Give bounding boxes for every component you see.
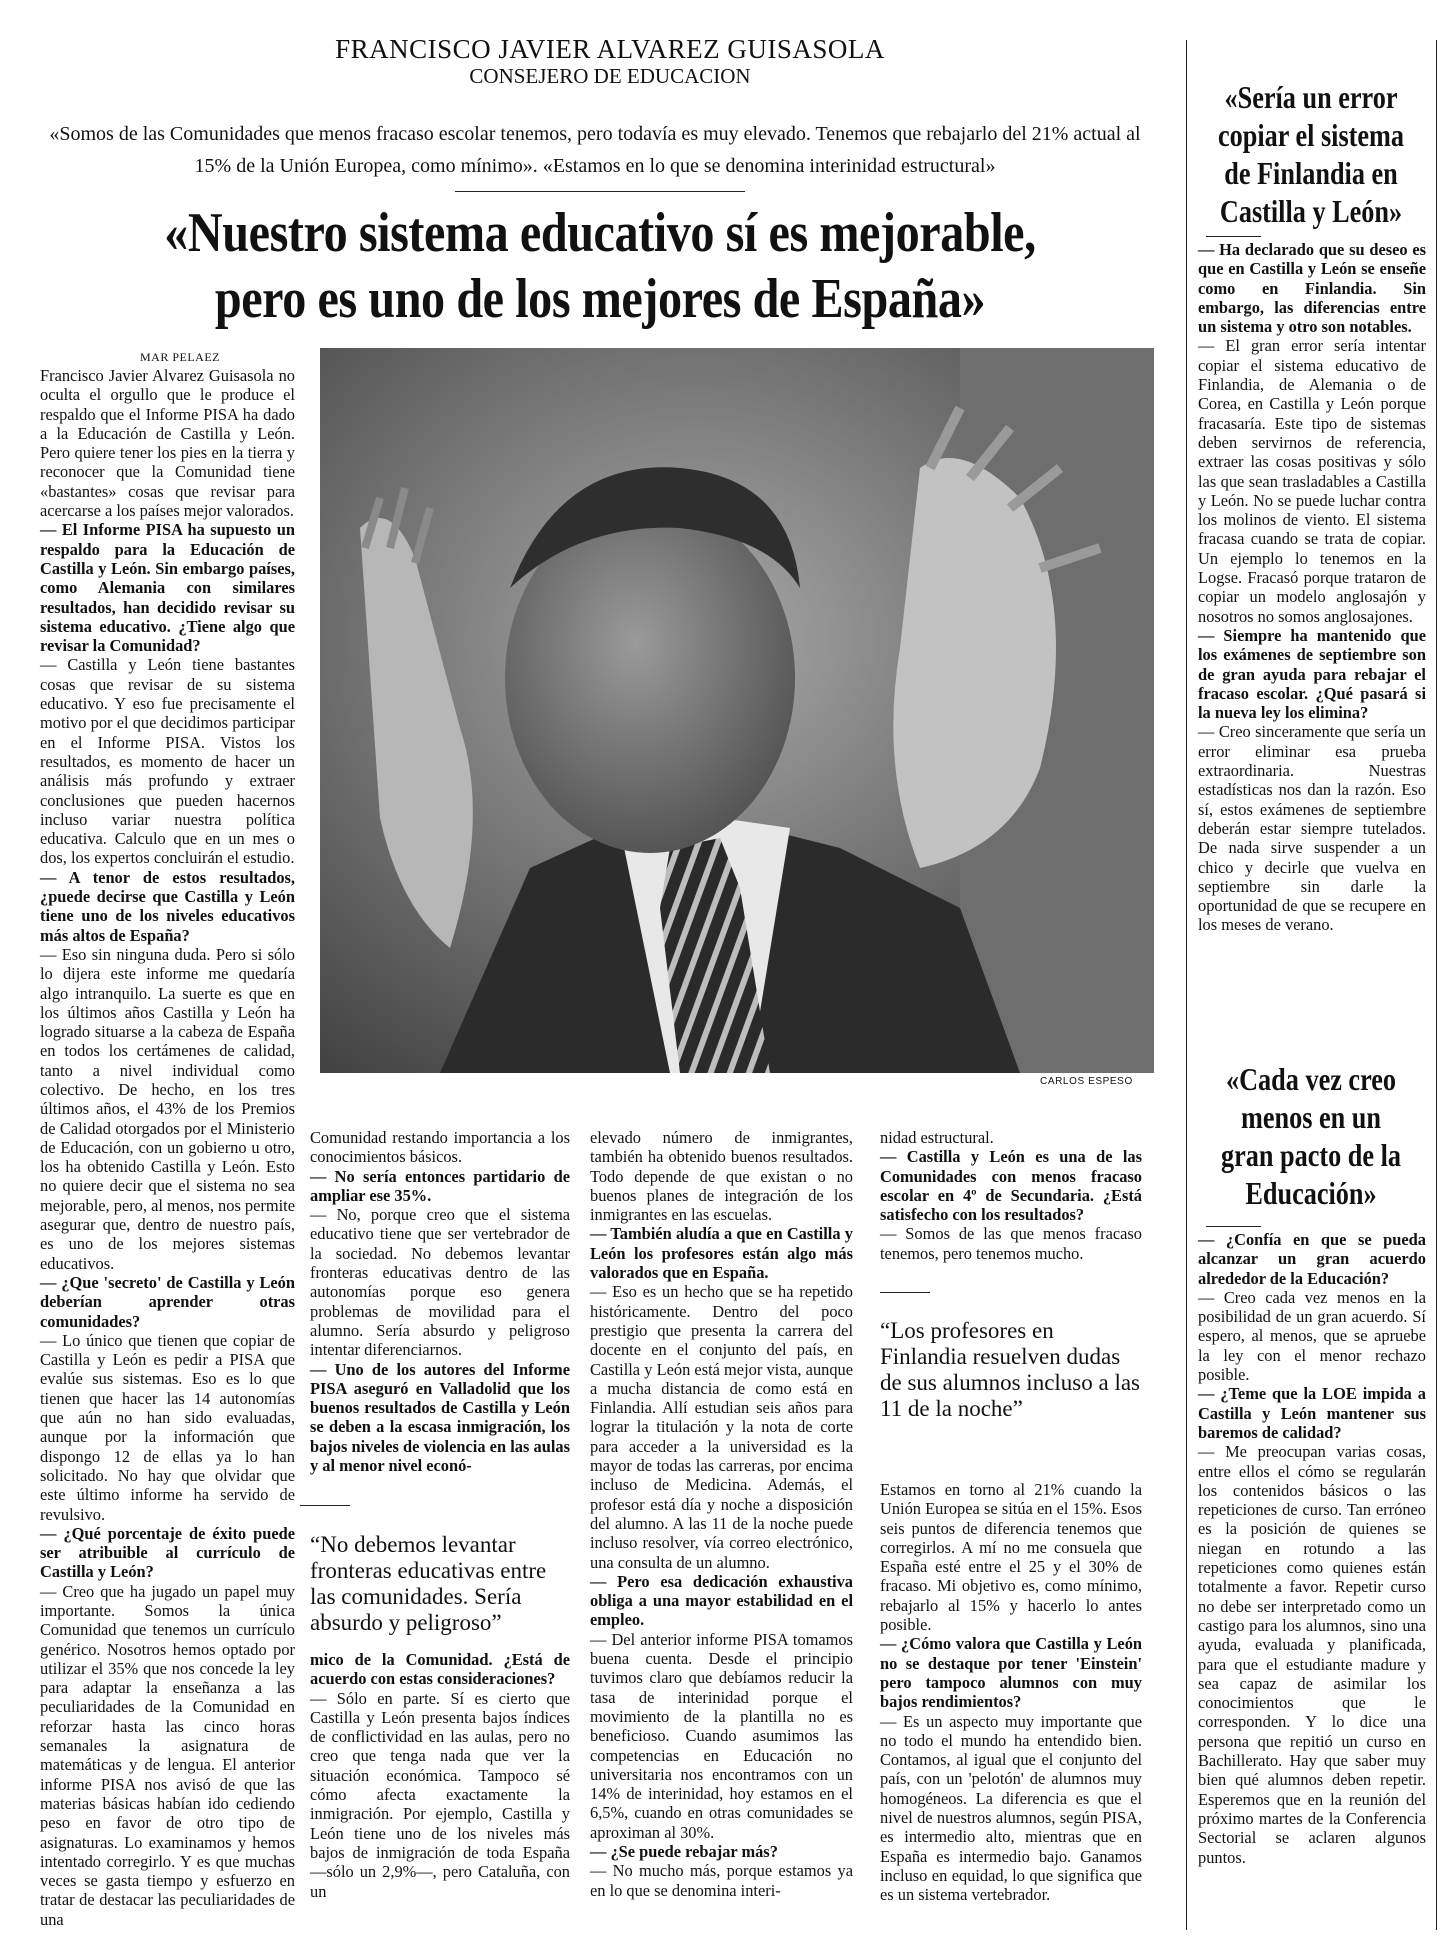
paragraph: elevado número de inmigrantes, también ha obtenido buenos resultados. Todo depende de que existan o no buenos planes de integración de los inmigrantes en las escuelas. — [590, 1128, 853, 1225]
article-headline — [118, 200, 1081, 332]
column-4-top — [880, 1128, 1142, 1263]
paragraph: — Eso es un hecho que se ha repetido históricamente. Dentro del poco prestigio que presenta la carrera del docente en el conjunto del país, en Castilla y León está mejor vista, aunque a mucha distancia de como está en Finlandia. Allí estudian seis años para lograr la titulación y la nota de corte para acceder a la universidad es la mayor de todas las carreras, por encima incluso de Medicina. Además, el profesor está día y noche a disposición del alumno. A las 11 de la noche puede incluso resolver, vía correo electrónico, una consulta de un alumno. — [590, 1282, 853, 1572]
paragraph: nidad estructural. — [880, 1128, 994, 1147]
interview-question: — Ha declarado que su deseo es que en Castilla y León se enseñe como en Finlandia. Sin embargo, las diferencias entre un sistema y otro son notables. — [1198, 240, 1426, 337]
sidebar-quote-1: «Sería un error copiar el sistema de Finlandia en Castilla y León» — [1217, 79, 1405, 229]
interview-question: — También aludía a que en Castilla y León los profesores están algo más valorados que en España. — [590, 1224, 853, 1283]
photo-credit: CARLOS ESPESO — [1040, 1076, 1133, 1087]
column-2-top — [310, 1128, 570, 1475]
sidebar-border-left — [1186, 40, 1187, 1930]
column-4-bottom — [880, 1480, 1142, 1905]
paragraph: Francisco Javier Alvarez Guisasola no oculta el orgullo que le produce el respaldo que el Informe PISA ha dado a la Educación de Castilla y León. Pero quiere tener los pies en la tierra y reconocer que la Comunidad tiene «bastantes» cosas que revisar para acercarse a los países mejor valorados. — [40, 366, 295, 521]
paragraph: — Castilla y León tiene bastantes cosas que revisar de su sistema educativo. Y eso fue precisamente el motivo por el que decidimos participar en el Informe PISA. Vistos los resultados, es momento de hacer un análisis más profundo y extraer conclusiones que pueden hacernos incluso variar nuestra política educativa. Calculo que en un mes o dos, los expertos concluirán el estudio. — [40, 655, 295, 868]
interview-question: — ¿Se puede rebajar más? — [590, 1841, 778, 1861]
interviewee-name: FRANCISCO JAVIER ALVAREZ GUISASOLA — [335, 34, 885, 64]
pull-quote-1: “No debemos levantar fronteras educativas entre las comunidades. Sería absurdo y peligroso” — [310, 1532, 547, 1635]
paragraph: Estamos en torno al 21% cuando la Unión Europea se sitúa en el 15%. Esos seis puntos de diferencia tenemos que corregirlos. A mí no me consuela que España esté entre el 25 y el 30% de fracaso. Mi objetivo es, como mínimo, rebajarlo al 15% y hacerlo lo antes posible. — [880, 1480, 1142, 1635]
paragraph: — Sólo en parte. Sí es cierto que Castilla y León presenta bajos índices de conflictividad en las aulas, pero no creo que tenga nada que ver la situación económica. Tampoco sé cómo afecta exactamente la inmigración. Por ejemplo, Castilla y León tiene uno de los niveles más bajos de inmigración de toda España —sólo un 2,9%—, pero Cataluña, con un — [310, 1688, 570, 1901]
pull-quote-2: “Los profesores en Finlandia resuelven dudas de sus alumnos incluso a las 11 de la noche” — [880, 1318, 1140, 1421]
headline-divider — [455, 191, 745, 192]
paragraph: — Del anterior informe PISA tomamos buena cuenta. Desde el principio tuvimos claro que debíamos reducir la tasa de interinidad porque el movimiento de la plantilla no es beneficioso. Cuando asumimos las competencias en Educación no universitaria nos encontramos con un 14% de interinidad, hoy estamos en el 6,5%, cuando en otras comunidades se aproximan al 30%. — [590, 1629, 853, 1842]
interview-question: — Uno de los autores del Informe PISA aseguró en Valladolid que los buenos resultados de Castilla y León se deben a la escasa inmigración, los bajos niveles de violencia en las aulas y al menor nivel econó- — [310, 1359, 570, 1476]
interview-question: — A tenor de estos resultados, ¿puede decirse que Castilla y León tiene uno de los niveles educativos más altos de España? — [40, 867, 295, 945]
paragraph: — Eso sin ninguna duda. Pero si sólo lo dijera este informe me quedaría algo intranquilo. La suerte es que en los últimos años Castilla y León ha logrado situarse a la cabeza de España en todos los certámenes de calidad, tanto a nivel individual como colectivo. De hecho, en los tres últimos años, el 43% de los Premios de Calidad otorgados por el Ministerio de Educación, con un gobierno u otro, los ha obtenido Castilla y León. Esto no quiere decir que el sistema no sea mejorable, pero, al menos, nos permite asegurar que, dentro de nuestro país, es uno de los mejores sistemas educativos. — [40, 944, 295, 1273]
headline-line-2: pero es uno de los mejores de España» — [214, 268, 986, 330]
interview-question: — ¿Que 'secreto' de Castilla y León deberían aprender otras comunidades? — [40, 1272, 295, 1331]
article-deck: «Somos de las Comunidades que menos fracaso escolar tenemos, pero todavía es muy elevado. Tenemos que rebajarlo del 21% actual al 15% de la Unión Europea, como mínimo». «Estamos en lo que se denomina interinidad estructural» — [49, 123, 1141, 177]
column-2-bottom — [310, 1650, 570, 1901]
paragraph: Comunidad restando importancia a los conocimientos básicos. — [310, 1128, 570, 1167]
interview-question: — ¿Cómo valora que Castilla y León no se destaque por tener 'Einstein' pero tampoco alumnos con muy bajos rendimientos? — [880, 1634, 1142, 1712]
interview-question: — No sería entonces partidario de ampliar ese 35%. — [310, 1166, 570, 1205]
pull-quote-2-rule — [880, 1292, 930, 1293]
column-1 — [40, 366, 295, 1929]
byline: MAR PELAEZ — [140, 350, 220, 364]
headline-line-1: «Nuestro sistema educativo sí es mejorable, — [164, 202, 1036, 264]
paragraph: — Creo sinceramente que sería un error eliminar esa prueba extraordinaria. Nuestras estadísticas nos dan la razón. Eso sí, estos exámenes de septiembre deberán estar siempre tutelados. De nada sirve suspender a un chico y decirle que vuelva en septiembre sin darle la oportunidad de que se recupere en los meses de verano. — [1198, 722, 1426, 935]
pull-quote-1-rule — [300, 1505, 350, 1506]
paragraph: — Creo que ha jugado un papel muy importante. Somos la única Comunidad que tenemos un currículo genérico. Nosotros hemos optado por utilizar el 35% que nos concede la ley para adaptar la enseñanza a las peculiaridades de la Comunidad en reforzar hasta las cinco horas semanales la asignatura de matemáticas y de lengua. El anterior informe PISA nos avisó de que las materias básicas habían ido cediendo peso en favor de otro tipo de asignaturas. Lo examinamos y hemos intentado corregirlo. Y es que muchas veces se gasta tiempo y esfuerzo en tratar de destacar las peculiaridades de una — [40, 1581, 295, 1929]
portrait-photo-image — [320, 348, 1154, 1073]
interview-question: — El Informe PISA ha supuesto un respaldo para la Educación de Castilla y León. Sin embargo países, como Alemania con similares resultados, han decidido revisar su sistema educativo. ¿Tiene algo que revisar la Comunidad? — [40, 520, 295, 656]
interview-question: — Pero esa dedicación exhaustiva obliga a una mayor estabilidad en el empleo. — [590, 1571, 853, 1630]
interviewee-role: CONSEJERO DE EDUCACION — [469, 64, 751, 88]
sidebar-quote-2: «Cada vez creo menos en un gran pacto de la Educación» — [1220, 1061, 1402, 1211]
paragraph: — El gran error sería intentar copiar el sistema educativo de Finlandia, de Alemania o de Corea, en Castilla y León porque fracasaría. Este tipo de sistemas deben servirnos de referencia, extraer las cosas positivas y sólo las que sean trasladables a Castilla y León. No se puede luchar contra los molinos de viento. El sistema fracasa cuando se trata de copiar. Un ejemplo lo tenemos en la Logse. Fracasó porque trataron de copiar un modelo anglosajón y nosotros no somos anglosajones. — [1198, 336, 1426, 626]
paragraph: — No mucho más, porque estamos ya en lo que se denomina interi- — [590, 1861, 853, 1900]
interview-photo — [320, 348, 1154, 1073]
interview-question: — ¿Confía en que se pueda alcanzar un gran acuerdo alrededor de la Educación? — [1198, 1230, 1426, 1288]
sidebar-border-right — [1436, 40, 1437, 1930]
column-3 — [590, 1128, 853, 1900]
paragraph: — Me preocupan varias cosas, entre ellos el cómo se regularán los contenidos básicos o las repeticiones de curso. Tan erróneo es la posición de quienes se niegan en rotundo a las repeticiones como quienes están totalmente a favor. Repetir curso no debe ser interpretado como un castigo para los alumnos, sino una ayuda, evaluada y planificada, para que el estudiante madure y sea capaz de asimilar los conocimientos que le corresponden. Y lo dice una persona que repitió un curso en Bachillerato. Hay que saber muy bien qué alumnos deben repetir. Esperemos que en la reunión del próximo martes de la Conferencia Sectorial se aclaren algunos puntos. — [1198, 1442, 1426, 1867]
interview-question: — ¿Qué porcentaje de éxito puede ser atribuible al currículo de Castilla y León? — [40, 1523, 295, 1582]
interview-question: mico de la Comunidad. ¿Está de acuerdo con estas consideraciones? — [310, 1650, 570, 1689]
sidebar-block-2 — [1198, 1230, 1426, 1867]
paragraph: — No, porque creo que el sistema educativo tiene que ser vertebrador de la sociedad. No debemos levantar fronteras educativas dentro de las autonomías porque eso genera problemas de movilidad para el alumno. Sería absurdo y peligroso intentar diferenciarnos. — [310, 1205, 570, 1360]
paragraph: — Somos de las que menos fracaso tenemos, pero tenemos mucho. — [880, 1224, 1142, 1263]
sidebar-rule-1 — [1206, 236, 1261, 237]
interview-question: — Siempre ha mantenido que los exámenes de septiembre son de gran ayuda para rebajar el fracaso escolar. ¿Qué pasará si la nueva ley los elimina? — [1198, 625, 1426, 723]
interview-question: — ¿Teme que la LOE impida a Castilla y León mantener sus baremos de calidad? — [1198, 1384, 1426, 1442]
sidebar-rule-2 — [1206, 1226, 1261, 1227]
paragraph: — Lo único que tienen que copiar de Castilla y León es pedir a PISA que evalúe sus sistemas. Eso es lo que tienen que hacer las 14 autonomías que aún no han sido evaluadas, aunque por la información que dispongo 12 de ellas ya lo han solicitado. No hay que olvidar que este último informe ha servido de revulsivo. — [40, 1330, 295, 1524]
paragraph: — Es un aspecto muy importante que no todo el mundo ha entendido bien. Contamos, al igual que el conjunto del país, con un 'pelotón' de alumnos muy homogéneos. La diferencia es que el nivel de nuestros alumnos, según PISA, es intermedio alto, mientras que en España es intermedio bajo. Ganamos incluso en equidad, lo que significa que es un sistema vertebrador. — [880, 1711, 1142, 1905]
interview-question: — Castilla y León es una de las Comunidades con menos fracaso escolar en 4º de Secundaria. ¿Está satisfecho con los resultados? — [880, 1147, 1142, 1225]
paragraph: — Creo cada vez menos en la posibilidad de un gran acuerdo. Sí espero, al menos, que se apruebe la ley con el menor rechazo posible. — [1198, 1287, 1426, 1385]
sidebar-block-1 — [1198, 240, 1426, 935]
